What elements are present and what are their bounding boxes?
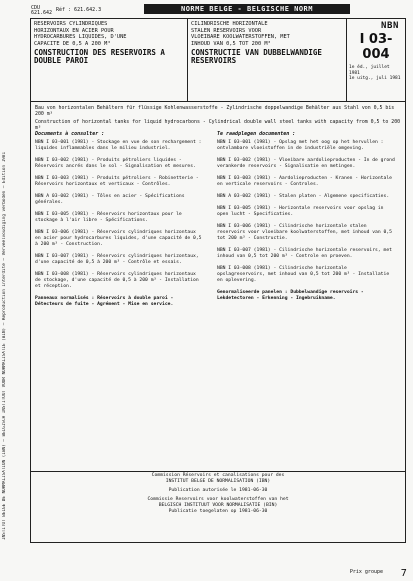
side-margin-text: INSTITUT BELGE DE NORMALISATION (IBN) — BELGISCH INSTITUUT VOOR NORMALISATIE (BIN) — Reproduction interdite — Verveelvoudiging verboden — Édition 1981: [2, 151, 7, 540]
reference-extra-fr: Panneaux normalisés : Réservoirs à double paroi - Détecteurs de fuite - Agrément - Mise en service.: [35, 296, 174, 307]
reference-item: NBN I 03-005 (1981) - Horizontale reservoirs voor opslag in open lucht - Specificaties.: [217, 206, 384, 217]
publication-footer: [31, 473, 405, 543]
norm-banner: NORME BELGE - BELGISCHE NORM: [144, 4, 350, 14]
reference-item: NBN I 03-006 (1981) - Réservoirs cylindriques horizontaux en acier pour hydrocarbures liquides, d'une capacité de 0,5 à 200 m³ - Construction.: [35, 230, 202, 247]
page-number: 7: [400, 568, 407, 579]
footer-nl-date: Publicatie toegelaten op 1981-06-30: [168, 509, 268, 515]
document-number: I 03-004: [359, 32, 393, 62]
title-dutch: [191, 21, 345, 65]
document-sheet: [30, 18, 406, 543]
norm-id-box: [349, 21, 403, 82]
footer-fr-commission: Commission Réservoirs et canalisations pour des: [151, 473, 285, 478]
reference-item: NBN I 03-002 (1981) - Vloeibare aardolieproducten - In de grond verankerde reservoirs - Signalisatie en metingen.: [217, 158, 395, 169]
edition-nl: 1e uitg., juli 1981: [349, 76, 401, 81]
cdu-code: CDU 621.642: [31, 5, 53, 16]
reference-item: NBN A 03-002 (1981) - Tôles en acier - Spécifications générales.: [35, 194, 185, 205]
title-divider: [187, 19, 188, 101]
title-fr-main: CONSTRUCTION DES RESERVOIRS A DOUBLE PAROI: [34, 48, 165, 66]
price-group-label: Prix groupe: [349, 569, 383, 575]
title-nl-line: CILINDRISCHE HORIZONTALE: [191, 21, 268, 27]
reference-item: NBN I 03-008 (1981) - Réservoirs cylindriques horizontaux de stockage, d'une capacité de 0,5 à 200 m³ - Installation et réception.: [35, 272, 199, 289]
title-nl-line: INHOUD VAN 0,5 TOT 200 M³: [191, 40, 271, 47]
edition-fr: 1e éd., juillet 1981: [349, 65, 390, 76]
nbn-label: NBN: [380, 21, 399, 31]
title-nl-main: CONSTRUCTIE VAN DUBBELWANDIGE RESERVOIRS: [191, 48, 322, 66]
title-nl-line: STALEN RESERVOIRS VOOR: [191, 27, 262, 34]
title-rule: [31, 101, 405, 102]
footer-nl-commission: Commissie Reservoirs voor koolwaterstoffen van het: [147, 497, 289, 503]
reference-item: NBN I 03-007 (1981) - Cilindrische horizontale reservoirs, met inhoud van 0,5 tot 200 m³ - Controle en proeven.: [217, 248, 392, 259]
subtitle-english: Construction of horizontal tanks for liquid hydrocarbons - Cylindrical double wall steel tanks with capacity from 0,5 to 200 m³: [35, 119, 401, 132]
reference-item: NBN I 03-008 (1981) - Cilindrische horizontale opslagreservoirs, met inhoud van 0,5 tot 200 m³ - Installatie en oplevering.: [217, 266, 390, 283]
title-fr-line: HYDROCARBURES LIQUIDES, D'UNE: [34, 34, 127, 41]
footer-fr-institute: INSTITUT BELGE DE NORMALISATION (IBN): [165, 479, 271, 485]
title-fr-line: CAPACITE DE 0,5 A 200 M³: [34, 40, 111, 47]
references-heading-fr: Documents à consulter :: [35, 131, 105, 137]
footer-nl-institute: BELGISCH INSTITUUT VOOR NORMALISATIE (BIN): [158, 503, 278, 509]
references-dutch: [217, 131, 397, 302]
subtitle-german: Bau von horizontalen Behältern für flüssige Kohlenwasserstoffe - Zylindrische doppelwandige Behälter aus Stahl von 0,5 bis 200 m³: [35, 105, 395, 118]
reference-item: NBN I 03-003 (1981) - Aardolieproducten - Kranen - Horizontale en verticale reservoirs - Controles.: [217, 176, 392, 187]
reference-extra-nl: Genormaliseerde panelen : Dubbelwandige reservoirs - Lekdetectoren - Erkenning - Ingebruikname.: [217, 290, 364, 301]
title-nl-line: VLOEIBARE KOOLWATERSTOFFEN, MET: [191, 34, 290, 41]
reference-item: NBN I 03-001 (1981) - Opslag met het oog op het hervullen : ontvlambare vloeistoffen in de industriële omgeving.: [217, 140, 384, 151]
reference-item: NBN I 03-006 (1981) - Cilindrische horizontale stalen reservoirs voor vloeibare koolwaterstoffen, met inhoud van 0,5 tot 200 m³ - Constructie.: [217, 224, 392, 241]
reference-item: NBN A 03-002 (1981) - Stalen platen - Algemene specificaties.: [217, 194, 390, 199]
logo-divider: [346, 19, 347, 101]
catalog-number: Réf : 621.642.3: [56, 7, 102, 13]
footer-rule: [31, 471, 405, 472]
title-fr-line: RESERVOIRS CYLINDRIQUES: [34, 21, 108, 27]
reference-item: NBN I 03-001 (1981) - Stockage en vue de son rechargement : liquides inflammables dans le milieu industriel.: [35, 140, 202, 151]
reference-item: NBN I 03-002 (1981) - Produits pétroliers liquides - Réservoirs ancrés dans le sol - Signalisation et mesures.: [35, 158, 196, 169]
footer-fr-date: Publication autorisée le 1981-06-30: [168, 488, 268, 494]
reference-item: NBN I 03-003 (1981) - Produits pétroliers - Robinetterie - Réservoirs horizontaux et verticaux - Contrôles.: [35, 176, 199, 187]
subtitles: [35, 105, 401, 131]
title-french: [34, 21, 184, 65]
references-heading-nl: Te raadplegen documenten :: [217, 131, 296, 137]
top-strip: [30, 4, 408, 18]
reference-item: NBN I 03-005 (1981) - Réservoirs horizontaux pour le stockage à l'air libre - Spécifications.: [35, 212, 182, 223]
references-french: [35, 131, 203, 308]
reference-item: NBN I 03-007 (1981) - Réservoirs cylindriques horizontaux, d'une capacité de 0,5 à 200 m³ - Contrôle et essais.: [35, 254, 199, 265]
title-fr-line: HORIZONTAUX EN ACIER POUR: [34, 27, 114, 34]
